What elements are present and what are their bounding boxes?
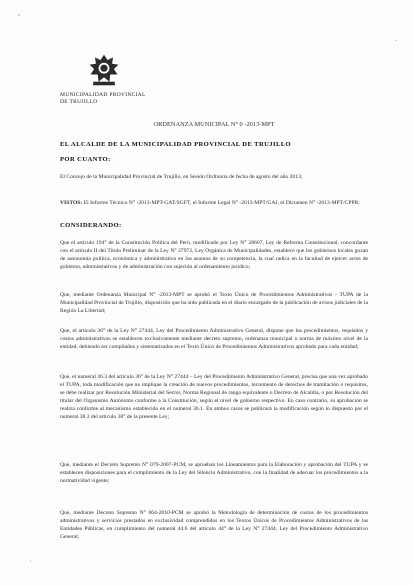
mayor-heading: EL ALCALDE DE LA MUNICIPALIDAD PROVINCIAL DE TRUJILLO (60, 141, 292, 148)
considerando-paragraph: Que, mediante Ordenanza Municipal N° -2013-MPT se aprobó el Texto Único de Procedimientos Administrativos - TUPA de la Municipalidad Provincial de Trujillo, disposición que ha sido publicada en el diario encargado de la publicación de avisos judiciales de la Región La Libertad; (60, 292, 368, 314)
por-cuanto-heading: POR CUANTO: (60, 156, 111, 163)
scan-speck (395, 40, 397, 41)
institution-name (60, 92, 146, 106)
scan-speck (30, 560, 31, 562)
vistos-text: El Informe Técnico N° -2013-MPT-GAT/SGFT, el Informe Legal N° -2013-MPT/GAJ, el Dictamen N° -2013-MPT/CPPR; (83, 200, 360, 206)
considerando-paragraph: Que, el numeral 36.3 del artículo 36° de la Ley N° 27444 – Ley del Procedimiento Administrativo General, precisa que una vez aprobado el TUPA, toda modificación que no implique la creación de nuevos procedimientos, incremento de derechos de tramitación o requisitos, se debe realizar por Resolución Ministerial del Sector, Norma Regional de rango equivalente o Decreto de Alcaldía, o por Resolución del titular del Organismo Autónomo conforme a la Constitución, según el nivel de gobierno respectivo. En caso contrario, su aprobación se realiza conforme al mecanismo establecido en el numeral 36.1. En ambos casos se publicará la modificación según lo dispuesto por el numeral 38.3 del artículo 38° de la presente Ley; (60, 374, 368, 420)
considerando-paragraph: Que el artículo 194° de la Constitución Política del Perú, modificado por Ley N° 28607, Ley de Reforma Constitucional, concordante con el artículo II del Título Preliminar de la Ley N° 27972, Ley Orgánica de Municipalidades, establece que los gobiernos locales gozan de autonomía política, económica y administrativa en los asuntos de su competencia, la cual radica en la facultad de ejercer actos de gobierno, administrativos y de administración con sujeción al ordenamiento jurídico; (60, 240, 368, 270)
council-paragraph: El Concejo de la Municipalidad Provincial de Trujillo, en Sesión Ordinaria de fecha de agosto del año 2013; (60, 174, 303, 180)
considerando-paragraph: Que, el artículo 36° de la Ley N° 27444, Ley del Procedimiento Administrativo General, dispone que los procedimientos, requisitos y costos administrativos se establecen exclusivamente mediante decreto supremo, ordenanza municipal o norma de máximo nivel de la entidad, debiendo ser compilados y sistematizados en el Texto Único de Procedimientos Administrativos aprobado para cada entidad; (60, 328, 368, 350)
vistos-paragraph (60, 200, 368, 208)
ordinance-number: ORDENANZA MUNICIPAL N° 0 -2013-MPT (153, 121, 275, 128)
institution-name-line1: MUNICIPALIDAD PROVINCIAL (60, 92, 146, 98)
scan-speck (18, 14, 20, 16)
considerando-paragraph: Que, mediante Decreto Supremo N° 064-2010-PCM se aprobó la Metodología de determinación de costos de los procedimientos administrativos y servicios prestados en exclusividad comprendidos en los Textos Únicos de Procedimientos Administrativos de las Entidades Públicas, en cumplimiento del numeral 44.6 del artículo 44° de la Ley N° 27444, Ley del Procedimiento Administrativo General; (60, 510, 368, 540)
institution-name-line2: DE TRUJILLO (60, 99, 98, 105)
municipal-seal-icon (86, 52, 122, 88)
vistos-label: VISTOS: (60, 200, 83, 206)
considerando-paragraph: Que, mediante el Decreto Supremo N° 079-2007-PCM, se aprueban los Lineamientos para la Elaboración y aprobación del TUPA y se establecen disposiciones para el cumplimiento de la Ley del Silencio Administrativo, con la finalidad de adecuar los procedimientos a la normatividad vigente; (60, 462, 368, 484)
considerando-heading: CONSIDERANDO: (60, 222, 122, 229)
